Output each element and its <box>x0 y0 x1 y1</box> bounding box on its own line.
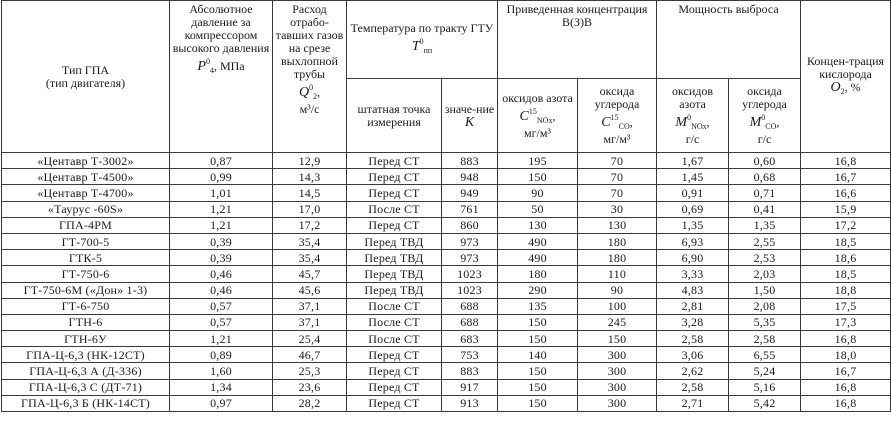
header-oxygen: Концен-трация кислорода $O_2$, % <box>801 1 891 153</box>
table-cell: 14,5 <box>273 185 347 201</box>
table-cell: 150 <box>578 331 657 347</box>
table-cell: 490 <box>498 233 578 249</box>
header-conc-nox: оксидов азота $C^{15}_{NOx}$, мг/м³ <box>498 79 578 153</box>
header-power-nox: оксидов азота $M^0_{NOx}$, г/с <box>657 79 729 153</box>
table-cell: После СТ <box>347 314 442 330</box>
table-header <box>2 1 891 153</box>
table-cell: После СТ <box>347 298 442 314</box>
table-cell: 949 <box>442 185 498 201</box>
table-cell: 5,42 <box>729 395 801 411</box>
table-cell: 1,21 <box>170 217 273 233</box>
table-cell: 25,4 <box>273 331 347 347</box>
table-cell: Перед ТВД <box>347 266 442 282</box>
table-cell: 1023 <box>442 266 498 282</box>
table-cell: «Центавр Т-4700» <box>2 185 170 201</box>
table-row <box>2 250 891 266</box>
flow-symbol: $Q^0_2$ <box>298 83 318 101</box>
pressure-symbol: $P^0_4$ <box>197 57 214 75</box>
table-cell: «Таурус -60S» <box>2 201 170 217</box>
table-cell: Перед СТ <box>347 185 442 201</box>
table-cell: 25,3 <box>273 363 347 379</box>
table-cell: 45,7 <box>273 266 347 282</box>
table-cell: 2,08 <box>729 298 801 314</box>
table-cell: 1,50 <box>729 282 801 298</box>
table-cell: 5,35 <box>729 314 801 330</box>
table-cell: 35,4 <box>273 233 347 249</box>
table-cell: 150 <box>498 331 578 347</box>
table-cell: 3,06 <box>657 347 729 363</box>
table-body <box>2 153 891 412</box>
table-cell: 0,97 <box>170 395 273 411</box>
table-cell: Перед СТ <box>347 347 442 363</box>
table-cell: 0,71 <box>729 185 801 201</box>
table-cell: 2,03 <box>729 266 801 282</box>
temp-symbol: $T^0_{пп}$ <box>411 37 433 55</box>
table-cell: Перед СТ <box>347 395 442 411</box>
table-cell: 0,69 <box>657 201 729 217</box>
table-cell: 45,6 <box>273 282 347 298</box>
table-cell: 245 <box>578 314 657 330</box>
table-cell: ГТ-750-6 <box>2 266 170 282</box>
table-cell: После СТ <box>347 201 442 217</box>
header-temp-point: штатная точка измерения <box>347 79 442 153</box>
table-cell: 1,01 <box>170 185 273 201</box>
table-row <box>2 185 891 201</box>
table-cell: «Центавр Т-4500» <box>2 169 170 185</box>
table-cell: 150 <box>498 314 578 330</box>
table-cell: 0,57 <box>170 314 273 330</box>
table-cell: 883 <box>442 153 498 169</box>
conc-nox-symbol: $C^{15}_{NOx}$ <box>519 106 553 125</box>
table-cell: 14,3 <box>273 169 347 185</box>
table-cell: 70 <box>578 185 657 201</box>
table-cell: 1,35 <box>657 217 729 233</box>
table-cell: 140 <box>498 347 578 363</box>
table-cell: 948 <box>442 169 498 185</box>
header-temp: Температура по тракту ГТУ $T^0_{пп}$ <box>347 1 498 79</box>
table-cell: 16,8 <box>801 153 891 169</box>
table-cell: ГТ-6-750 <box>2 298 170 314</box>
table-cell: 15,9 <box>801 201 891 217</box>
table-cell: 16,7 <box>801 169 891 185</box>
table-cell: 0,41 <box>729 201 801 217</box>
table-cell: 180 <box>578 233 657 249</box>
table-cell: 4,83 <box>657 282 729 298</box>
table-cell: 1,45 <box>657 169 729 185</box>
table-cell: 973 <box>442 250 498 266</box>
table-cell: ГПА-4РМ <box>2 217 170 233</box>
table-cell: 860 <box>442 217 498 233</box>
table-cell: 150 <box>498 169 578 185</box>
table-cell: 150 <box>498 395 578 411</box>
table-row <box>2 314 891 330</box>
table-cell: 18,5 <box>801 266 891 282</box>
table-cell: 2,58 <box>657 379 729 395</box>
table-cell: ГПА-Ц-6,3 А (Д-336) <box>2 363 170 379</box>
table-cell: Перед ТВД <box>347 282 442 298</box>
table-cell: 2,62 <box>657 363 729 379</box>
table-cell: 17,3 <box>801 314 891 330</box>
table-cell: 17,2 <box>801 217 891 233</box>
header-power-co: оксида углерода $M^0_{CO}$, г/с <box>729 79 801 153</box>
table-cell: 300 <box>578 395 657 411</box>
table-cell: 90 <box>498 185 578 201</box>
table-cell: 883 <box>442 363 498 379</box>
table-cell: Перед СТ <box>347 217 442 233</box>
table-cell: 37,1 <box>273 314 347 330</box>
table-cell: 1,21 <box>170 201 273 217</box>
power-nox-symbol: $M^0_{NOx}$ <box>675 113 707 131</box>
table-cell: 917 <box>442 379 498 395</box>
table-cell: ГТ-750-6М («Дон» 1-3) <box>2 282 170 298</box>
table-cell: 16,7 <box>801 363 891 379</box>
table-cell: ГТК-5 <box>2 250 170 266</box>
table-cell: 18,5 <box>801 233 891 249</box>
table-cell: 0,46 <box>170 266 273 282</box>
oxygen-symbol: $O_2$ <box>830 80 845 96</box>
table-cell: ГТН-6У <box>2 331 170 347</box>
table-cell: «Центавр Т-3002» <box>2 153 170 169</box>
table-cell: 300 <box>578 347 657 363</box>
table-cell: ГПА-Ц-6,3 (НК-12СТ) <box>2 347 170 363</box>
table-cell: Перед ТВД <box>347 250 442 266</box>
table-cell: 300 <box>578 379 657 395</box>
table-cell: 37,1 <box>273 298 347 314</box>
table-cell: 0,91 <box>657 185 729 201</box>
table-row <box>2 363 891 379</box>
table-cell: Перед СТ <box>347 153 442 169</box>
table-cell: 23,6 <box>273 379 347 395</box>
table-cell: 0,89 <box>170 347 273 363</box>
table-cell: 16,6 <box>801 185 891 201</box>
table-cell: 0,68 <box>729 169 801 185</box>
table-cell: 2,53 <box>729 250 801 266</box>
table-cell: 16,8 <box>801 331 891 347</box>
table-cell: После СТ <box>347 331 442 347</box>
table-cell: 1,34 <box>170 379 273 395</box>
table-cell: 1023 <box>442 282 498 298</box>
table-cell: 6,90 <box>657 250 729 266</box>
table-cell: 2,81 <box>657 298 729 314</box>
table-row <box>2 217 891 233</box>
table-cell: 2,58 <box>729 331 801 347</box>
table-cell: 2,58 <box>657 331 729 347</box>
table-cell: 150 <box>498 379 578 395</box>
table-cell: 2,55 <box>729 233 801 249</box>
header-concentration: Приведенная концентрация В(З)В <box>498 1 657 79</box>
header-pressure: Абсолютное давление за компрессором высокого давления $P^0_4$, МПа <box>170 1 273 153</box>
table-row <box>2 282 891 298</box>
table-row <box>2 153 891 169</box>
table-row <box>2 266 891 282</box>
table-cell: 2,71 <box>657 395 729 411</box>
table-cell: 0,57 <box>170 298 273 314</box>
table-cell: 28,2 <box>273 395 347 411</box>
header-temp-value: значе-ние K <box>442 79 498 153</box>
table-cell: 18,8 <box>801 282 891 298</box>
power-co-symbol: $M^0_{CO}$ <box>749 113 777 131</box>
emissions-table <box>1 0 891 412</box>
table-cell: 0,87 <box>170 153 273 169</box>
table-cell: 5,24 <box>729 363 801 379</box>
table-cell: 0,99 <box>170 169 273 185</box>
table-cell: 1,35 <box>729 217 801 233</box>
table-cell: 683 <box>442 331 498 347</box>
table-cell: 18,0 <box>801 347 891 363</box>
table-row <box>2 201 891 217</box>
table-cell: 90 <box>578 282 657 298</box>
header-emission-power: Мощность выброса <box>657 1 801 79</box>
table-cell: 50 <box>498 201 578 217</box>
table-cell: 300 <box>578 363 657 379</box>
table-cell: 130 <box>498 217 578 233</box>
table-cell: Перед СТ <box>347 169 442 185</box>
table-cell: 195 <box>498 153 578 169</box>
table-cell: 0,39 <box>170 250 273 266</box>
table-cell: 6,93 <box>657 233 729 249</box>
table-cell: 490 <box>498 250 578 266</box>
table-cell: Перед ТВД <box>347 233 442 249</box>
table-cell: 35,4 <box>273 250 347 266</box>
table-cell: 17,0 <box>273 201 347 217</box>
table-cell: 0,39 <box>170 233 273 249</box>
table-cell: 100 <box>578 298 657 314</box>
table-cell: 3,28 <box>657 314 729 330</box>
header-type: Тип ГПА (тип двигателя) <box>2 1 170 153</box>
table-cell: 135 <box>498 298 578 314</box>
table-cell: 6,55 <box>729 347 801 363</box>
table-cell: 30 <box>578 201 657 217</box>
table-row <box>2 169 891 185</box>
table-cell: ГТН-6 <box>2 314 170 330</box>
table-cell: 290 <box>498 282 578 298</box>
header-conc-co: оксида углерода $C^{15}_{CO}$, мг/м³ <box>578 79 657 153</box>
table-cell: 3,33 <box>657 266 729 282</box>
table-cell: 16,8 <box>801 379 891 395</box>
table-cell: 761 <box>442 201 498 217</box>
table-cell: 70 <box>578 169 657 185</box>
table-cell: Перед СТ <box>347 363 442 379</box>
table-cell: 16,8 <box>801 395 891 411</box>
table-cell: ГПА-Ц-6,3 С (ДТ-71) <box>2 379 170 395</box>
table-row <box>2 233 891 249</box>
table-cell: 150 <box>498 363 578 379</box>
table-cell: 130 <box>578 217 657 233</box>
table-cell: 913 <box>442 395 498 411</box>
table-cell: 17,2 <box>273 217 347 233</box>
table-cell: 70 <box>578 153 657 169</box>
table-cell: 18,6 <box>801 250 891 266</box>
table-cell: 1,67 <box>657 153 729 169</box>
table-cell: 0,46 <box>170 282 273 298</box>
table-cell: 180 <box>498 266 578 282</box>
table-cell: 753 <box>442 347 498 363</box>
table-cell: 5,16 <box>729 379 801 395</box>
table-cell: ГТ-700-5 <box>2 233 170 249</box>
table-row <box>2 379 891 395</box>
table-cell: 688 <box>442 298 498 314</box>
table-cell: 1,21 <box>170 331 273 347</box>
table-cell: 180 <box>578 250 657 266</box>
table-row <box>2 395 891 411</box>
table-cell: 46,7 <box>273 347 347 363</box>
header-flow: Расход отрабо-тавших газов на срезе выхлопной трубы $Q^0_2$, м³/с <box>273 1 347 153</box>
table-row <box>2 298 891 314</box>
conc-co-symbol: $C^{15}_{CO}$ <box>601 113 630 131</box>
table-cell: 973 <box>442 233 498 249</box>
table-cell: Перед СТ <box>347 379 442 395</box>
table-cell: 1,60 <box>170 363 273 379</box>
table-row <box>2 347 891 363</box>
table-row <box>2 331 891 347</box>
table-cell: 12,9 <box>273 153 347 169</box>
table-cell: 688 <box>442 314 498 330</box>
table-cell: 110 <box>578 266 657 282</box>
table-cell: ГПА-Ц-6,3 Б (НК-14СТ) <box>2 395 170 411</box>
table-cell: 0,60 <box>729 153 801 169</box>
table-cell: 17,5 <box>801 298 891 314</box>
